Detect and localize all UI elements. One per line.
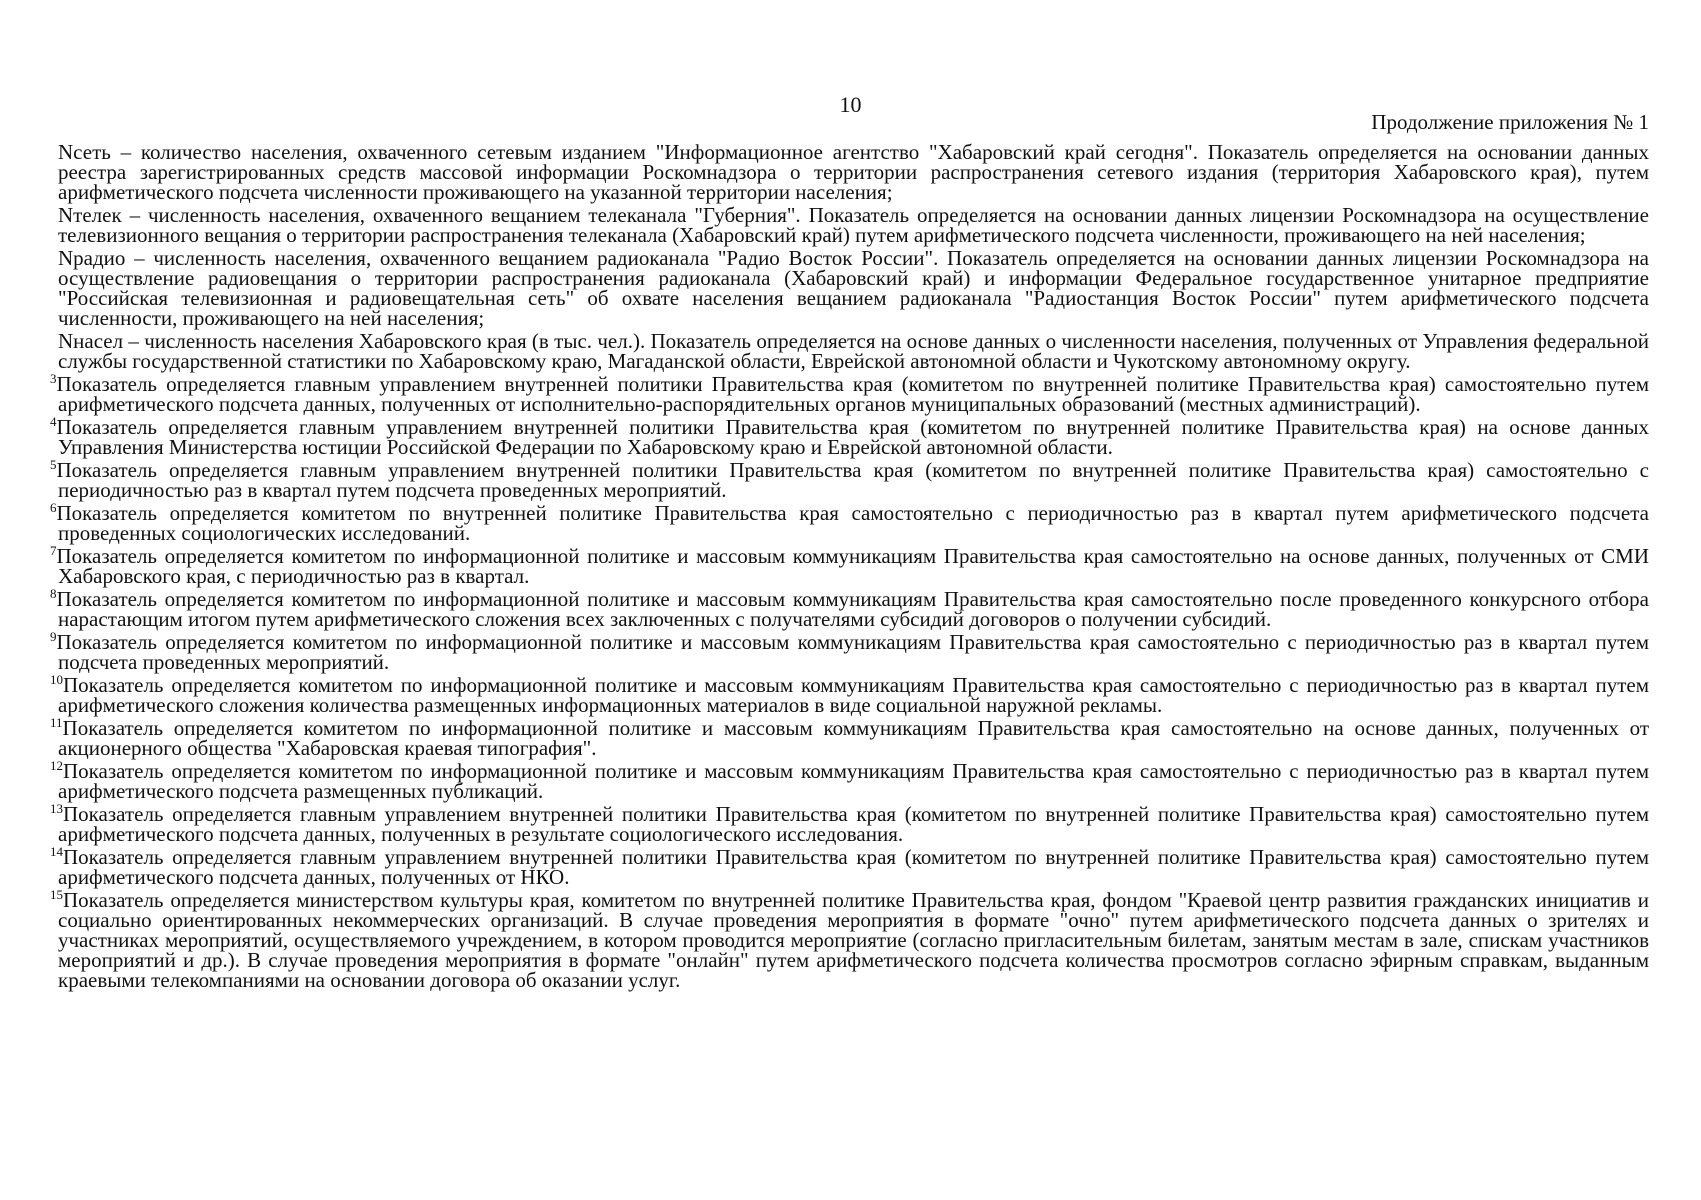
footnote-text: Показатель определяется комитетом по информационной политике и массовым коммуникациям Правительства края самостоятельно на основе данных, полученных от акционерного общества "Хабаровская краевая типография". xyxy=(58,716,1649,760)
footnote-text: Показатель определяется главным управлением внутренней политики Правительства края (комитетом по внутренней политике Правительства края) самостоятельно путем арифметического подсчета данных, полученных от исполнительно-распорядительных органов муниципальных образований (местных администраций). xyxy=(56,372,1649,416)
definition-text: – количество населения, охваченного сетевым изданием "Информационное агентство "Хабаровский край сегодня". Показатель определяется на основании данных реестра зарегистрированных средств массовой информации Роскомнадзора о территории распространения сетевого издания (территория Хабаровского края), путем арифметического подсчета численности проживающего на указанной территории населения; xyxy=(58,140,1649,204)
appendix-continuation-label: Продолжение приложения № 1 xyxy=(1371,110,1649,134)
footnote-text: Показатель определяется главным управлением внутренней политики Правительства края (комитетом по внутренней политике Правительства края) на основе данных Управления Министерства юстиции Российской Федерации по Хабаровскому краю и Еврейской автономной области. xyxy=(56,415,1649,459)
footnote-number: 3 xyxy=(50,371,57,386)
footnote-text: Показатель определяется комитетом по информационной политике и массовым коммуникациям Правительства края самостоятельно после проведенного конкурсного отбора нарастающим итогом путем арифметического сложения всех заключенных с получателями субсидий договоров о получении субсидий. xyxy=(56,587,1649,631)
footnote-number: 5 xyxy=(50,457,57,472)
footnote-number: 10 xyxy=(50,672,63,687)
footnote-text: Показатель определяется министерством культуры края, комитетом по внутренней политике Правительства края, фондом "Краевой центр развития гражданских инициатив и социально ориентированных некоммерческих организаций. В случае проведения мероприятия в формате "очно" путем арифметического подсчета данных о зрителях и участниках мероприятий, осуществляемого учреждением, в котором проводится мероприятие (согласно пригласительным билетам, занятым местам в зале, спискам участников мероприятий и др.). В случае проведения мероприятия в формате "онлайн" путем арифметического подсчета количества просмотров согласно эфирным справкам, выданным краевыми телекомпаниями на основании договора об оказании услуг. xyxy=(58,888,1649,992)
footnote-text: Показатель определяется комитетом по информационной политике и массовым коммуникациям Правительства края самостоятельно на основе данных, полученных от СМИ Хабаровского края, с периодичностью раз в квартал. xyxy=(56,544,1649,588)
footnote-number: 15 xyxy=(50,887,63,902)
footnote-9 xyxy=(50,629,1649,674)
footnote-text: Показатель определяется комитетом по информационной политике и массовым коммуникациям Правительства края самостоятельно с периодичностью раз в квартал путем подсчета проведенных мероприятий. xyxy=(56,630,1649,674)
footnote-number: 13 xyxy=(50,801,63,816)
definition-text: – численность населения, охваченного вещанием радиоканала "Радио Восток России". Показатель определяется на основании данных лицензии Роскомнадзора на осуществление радиовещания о территории распространения радиоканала (Хабаровский край) и информации Федеральное государственное унитарное предприятие "Российская телевизионная и радиовещательная сеть" об охвате населения вещанием радиоканала "Радиостанция Восток России" путем арифметического подсчета численности, проживающего на ней населения; xyxy=(58,246,1649,330)
variable-term: Nнасел xyxy=(58,329,124,353)
footnote-number: 6 xyxy=(50,500,57,515)
page-number: 10 xyxy=(839,92,862,117)
definition-nradio xyxy=(58,248,1649,328)
footnote-4 xyxy=(50,414,1649,459)
footnote-13 xyxy=(50,801,1649,846)
document-body xyxy=(50,140,1649,993)
footnote-number: 4 xyxy=(50,414,57,429)
definition-nnasel xyxy=(58,331,1649,371)
variable-term: Nсеть xyxy=(58,140,111,164)
footnote-number: 11 xyxy=(50,715,63,730)
footnote-12 xyxy=(50,758,1649,803)
footnote-text: Показатель определяется комитетом по внутренней политике Правительства края самостоятельно с периодичностью раз в квартал путем арифметического подсчета проведенных социологических исследований. xyxy=(56,501,1649,545)
footnote-6 xyxy=(50,500,1649,545)
variable-term: Nтелек xyxy=(58,203,122,227)
footnote-text: Показатель определяется главным управлением внутренней политики Правительства края (комитетом по внутренней политике Правительства края) самостоятельно путем арифметического подсчета данных, полученных в результате социологического исследования. xyxy=(58,802,1649,846)
footnote-10 xyxy=(50,672,1649,717)
footnote-text: Показатель определяется комитетом по информационной политике и массовым коммуникациям Правительства края самостоятельно с периодичностью раз в квартал путем арифметического сложения количества размещенных информационных материалов в виде социальной наружной рекламы. xyxy=(58,673,1649,717)
definition-text: – численность населения, охваченного вещанием телеканала "Губерния". Показатель определяется на основании данных лицензии Роскомнадзора на осуществление телевизионного вещания о территории распространения телеканала (Хабаровский край) путем арифметического подсчета численности, проживающего на ней населения; xyxy=(58,203,1649,247)
footnote-number: 14 xyxy=(50,844,63,859)
footnote-7 xyxy=(50,543,1649,588)
footnote-14 xyxy=(50,844,1649,889)
footnote-number: 9 xyxy=(50,629,57,644)
definition-text: – численность населения Хабаровского края (в тыс. чел.). Показатель определяется на основе данных о численности населения, полученных от Управления федеральной службы государственной статистики по Хабаровскому краю, Магаданской области, Еврейской автономной области и Чукотскому автономному округу. xyxy=(58,329,1649,373)
definition-ntelek xyxy=(58,205,1649,245)
footnote-text: Показатель определяется главным управлением внутренней политики Правительства края (комитетом по внутренней политике Правительства края) самостоятельно с периодичностью раз в квартал путем подсчета проведенных мероприятий. xyxy=(56,458,1649,502)
footnote-number: 7 xyxy=(50,543,57,558)
definition-nset xyxy=(58,142,1649,202)
footnote-number: 12 xyxy=(50,758,63,773)
variable-term: Nрадио xyxy=(58,246,126,270)
footnote-3 xyxy=(50,371,1649,416)
footnote-15 xyxy=(50,887,1649,992)
footnote-8 xyxy=(50,586,1649,631)
footnote-text: Показатель определяется главным управлением внутренней политики Правительства края (комитетом по внутренней политике Правительства края) самостоятельно путем арифметического подсчета данных, полученных от НКО. xyxy=(58,845,1649,889)
footnote-text: Показатель определяется комитетом по информационной политике и массовым коммуникациям Правительства края самостоятельно с периодичностью раз в квартал путем арифметического подсчета размещенных публикаций. xyxy=(58,759,1649,803)
footnote-number: 8 xyxy=(50,586,57,601)
footnote-5 xyxy=(50,457,1649,502)
footnote-11 xyxy=(50,715,1649,760)
